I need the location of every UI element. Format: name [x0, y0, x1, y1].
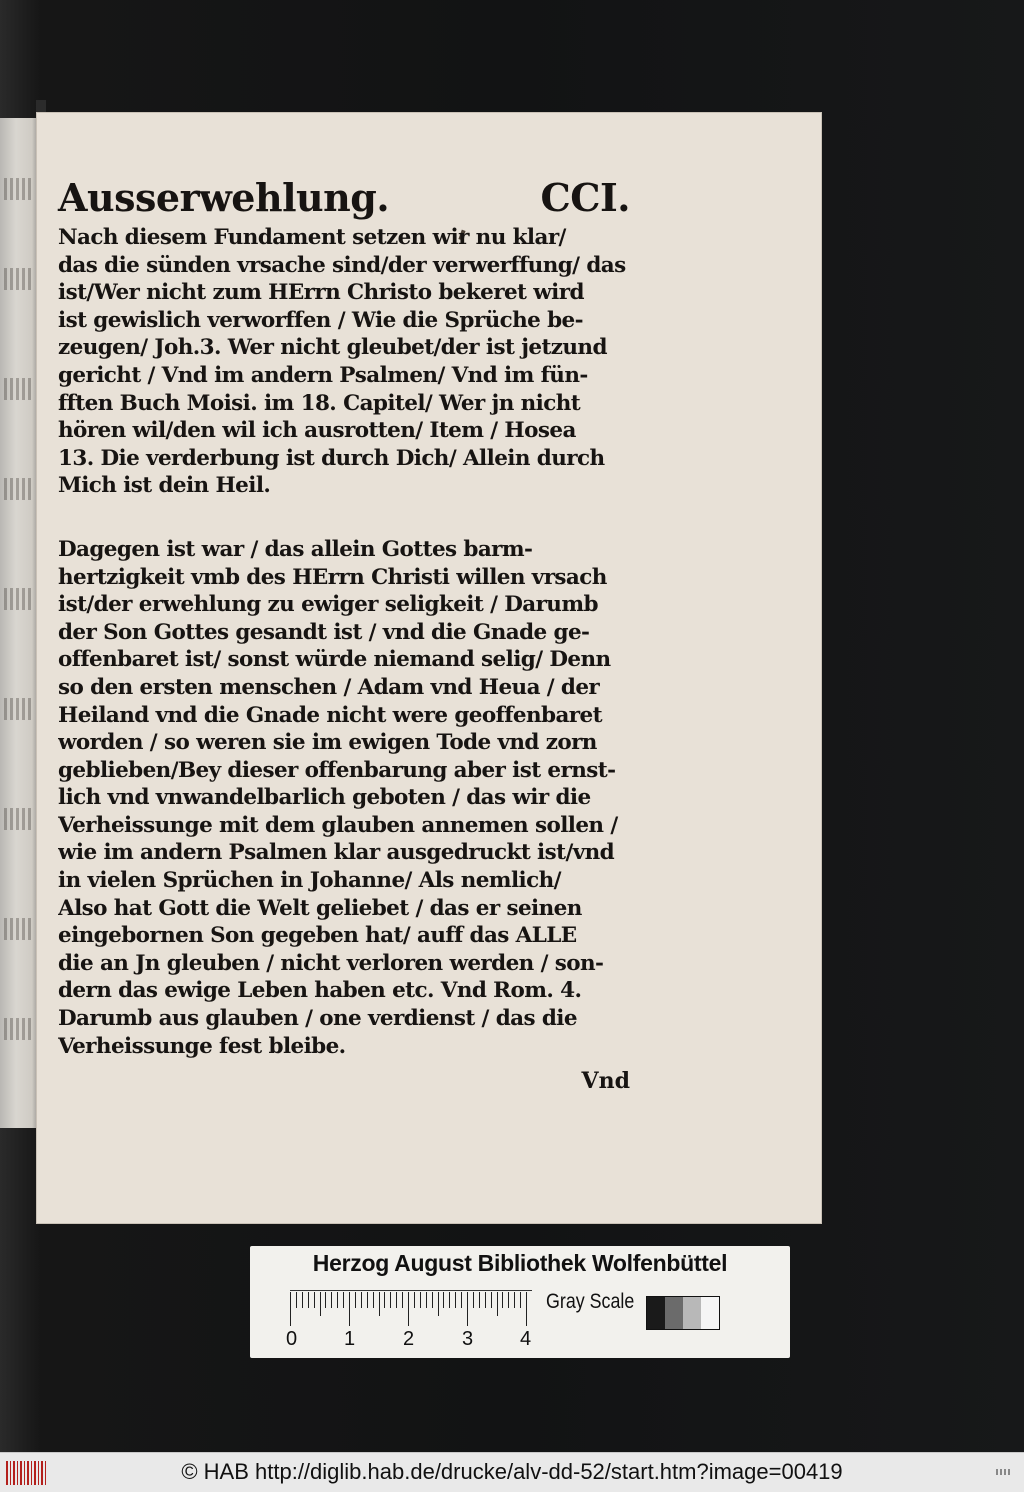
text-line: geblieben/Bey dieser offenbarung aber ist ernst- — [58, 757, 616, 783]
ruler — [290, 1290, 530, 1332]
ruler-tick — [461, 1292, 462, 1308]
ruler-tick — [314, 1292, 315, 1308]
gray-scale-label: Gray Scale — [546, 1290, 635, 1313]
text-line: fften Buch Moisi. im 18. Capitel/ Wer jn nicht — [58, 390, 581, 416]
bleed-through — [4, 698, 34, 720]
ruler-tick — [526, 1292, 527, 1326]
text-line: Darumb aus glauben / one verdienst / das die — [58, 1006, 577, 1032]
ruler-tick — [343, 1292, 344, 1308]
bleed-through — [4, 378, 34, 400]
ruler-tick — [438, 1292, 439, 1316]
ruler-tick — [396, 1292, 397, 1308]
text-line: 13. Die verderbung ist durch Dich/ Allein durch — [58, 445, 605, 471]
text-line: Nach diesem Fundament setzen wir nu klar/ — [58, 225, 566, 250]
text-line: Heiland vnd die Gnade nicht were geoffenbaret — [58, 702, 602, 728]
text-line: lich vnd vnwandelbarlich geboten / das wir die — [58, 785, 591, 811]
ruler-tick — [479, 1292, 480, 1308]
text-line: ist/der erwehlung zu ewiger seligkeit / Darumb — [58, 592, 598, 618]
ruler-baseline — [290, 1290, 532, 1291]
text-line: gericht / Vnd im andern Psalmen/ Vnd im fün- — [58, 362, 588, 388]
gray-swatch — [701, 1297, 719, 1329]
footer-dots-icon — [996, 1469, 1012, 1475]
running-title: Ausserwehlung. — [58, 175, 390, 220]
ruler-tick — [331, 1292, 332, 1308]
ruler-tick — [508, 1292, 509, 1308]
ruler-tick — [355, 1292, 356, 1308]
text-line: Also hat Gott die Welt geliebet / das er seinen — [58, 895, 582, 921]
text-line: der Son Gottes gesandt ist / vnd die Gnade ge- — [58, 619, 590, 645]
ruler-tick — [373, 1292, 374, 1308]
text-line: worden / so weren sie im ewigen Tode vnd zorn — [58, 730, 597, 756]
left-page-edges — [0, 118, 40, 1128]
text-line: so den ersten menschen / Adam vnd Heua / der — [58, 674, 600, 700]
text-line: ist/Wer nicht zum HErrn Christo bekeret wird — [58, 280, 584, 306]
footer-bar — [0, 1452, 1024, 1492]
ruler-tick — [502, 1292, 503, 1308]
text-line: offenbaret ist/ sonst würde niemand selig/ Denn — [58, 647, 611, 673]
ruler-tick — [491, 1292, 492, 1308]
ruler-tick — [473, 1292, 474, 1308]
ruler-tick — [296, 1292, 297, 1308]
ruler-tick — [497, 1292, 498, 1316]
page-text — [58, 175, 630, 1094]
ruler-tick — [520, 1292, 521, 1308]
ruler-tick — [325, 1292, 326, 1308]
text-line: Verheissunge fest bleibe. — [58, 1033, 346, 1059]
text-line: zeugen/ Joh.3. Wer nicht gleubet/der ist jetzund — [58, 335, 607, 361]
gray-swatch — [647, 1297, 665, 1329]
text-line: ist gewislich verworffen / Wie die Sprüche be- — [58, 307, 583, 333]
text-line: wie im andern Psalmen klar ausgedruckt ist/vnd — [58, 840, 615, 866]
ruler-tick — [420, 1292, 421, 1308]
color-card — [250, 1246, 790, 1358]
bleed-through — [4, 808, 34, 830]
footer-credit: © HAB http://diglib.hab.de/drucke/alv-dd-52/start.htm?image=00419 — [181, 1459, 843, 1484]
bleed-through — [4, 268, 34, 290]
ruler-tick — [361, 1292, 362, 1308]
text-line: Dagegen ist war / das allein Gottes barm- — [58, 536, 533, 562]
paragraph-2 — [58, 536, 630, 1060]
bleed-through — [4, 588, 34, 610]
ruler-number: 3 — [462, 1328, 474, 1350]
text-line: das die sünden vrsache sind/der verwerffung/ das — [58, 252, 626, 278]
ruler-tick — [308, 1292, 309, 1308]
text-line: hertzigkeit vmb des HErrn Christi willen vrsach — [58, 564, 607, 590]
ruler-tick — [426, 1292, 427, 1308]
ruler-number: 4 — [520, 1328, 532, 1350]
text-line: hören wil/den wil ich ausrotten/ Item / Hosea — [58, 418, 576, 444]
bleed-through — [4, 1018, 34, 1040]
bleed-through — [4, 478, 34, 500]
ruler-tick — [414, 1292, 415, 1308]
catchword: Vnd — [581, 1068, 630, 1095]
ruler-tick — [349, 1292, 350, 1326]
ruler-tick — [290, 1292, 291, 1326]
ruler-tick — [408, 1292, 409, 1326]
ruler-tick — [514, 1292, 515, 1308]
text-line: die an Jn gleuben / nicht verloren werden / son- — [58, 950, 604, 976]
ruler-tick — [402, 1292, 403, 1308]
ruler-tick — [320, 1292, 321, 1316]
card-title: Herzog August Bibliothek Wolfenbüttel — [312, 1250, 728, 1276]
ruler-tick — [337, 1292, 338, 1308]
ruler-tick — [302, 1292, 303, 1308]
ruler-tick — [455, 1292, 456, 1308]
ruler-tick — [367, 1292, 368, 1308]
paragraph-1 — [58, 224, 630, 500]
ruler-tick — [467, 1292, 468, 1326]
ruler-tick — [485, 1292, 486, 1308]
ruler-tick — [384, 1292, 385, 1308]
text-line: Mich ist dein Heil. — [58, 473, 271, 499]
folio-number: CCI. — [540, 175, 630, 220]
gray-scale-swatches — [646, 1296, 720, 1330]
ruler-number: 2 — [403, 1328, 415, 1350]
ruler-tick — [449, 1292, 450, 1308]
text-line: eingebornen Son gegeben hat/ auff das ALLE — [58, 923, 577, 949]
text-line: in vielen Sprüchen in Johanne/ Als nemlich/ — [58, 868, 561, 894]
bleed-through — [4, 178, 34, 200]
ruler-tick — [390, 1292, 391, 1308]
ruler-tick — [443, 1292, 444, 1308]
gray-swatch — [683, 1297, 701, 1329]
running-header — [58, 175, 630, 220]
text-line: dern das ewige Leben haben etc. Vnd Rom. 4. — [58, 978, 582, 1004]
ruler-number: 1 — [344, 1328, 356, 1350]
ruler-tick — [432, 1292, 433, 1308]
ruler-number: 0 — [286, 1328, 298, 1350]
text-line: Verheissunge mit dem glauben annemen sollen / — [58, 812, 618, 838]
bleed-through — [4, 918, 34, 940]
ruler-tick — [379, 1292, 380, 1316]
gray-swatch — [665, 1297, 683, 1329]
